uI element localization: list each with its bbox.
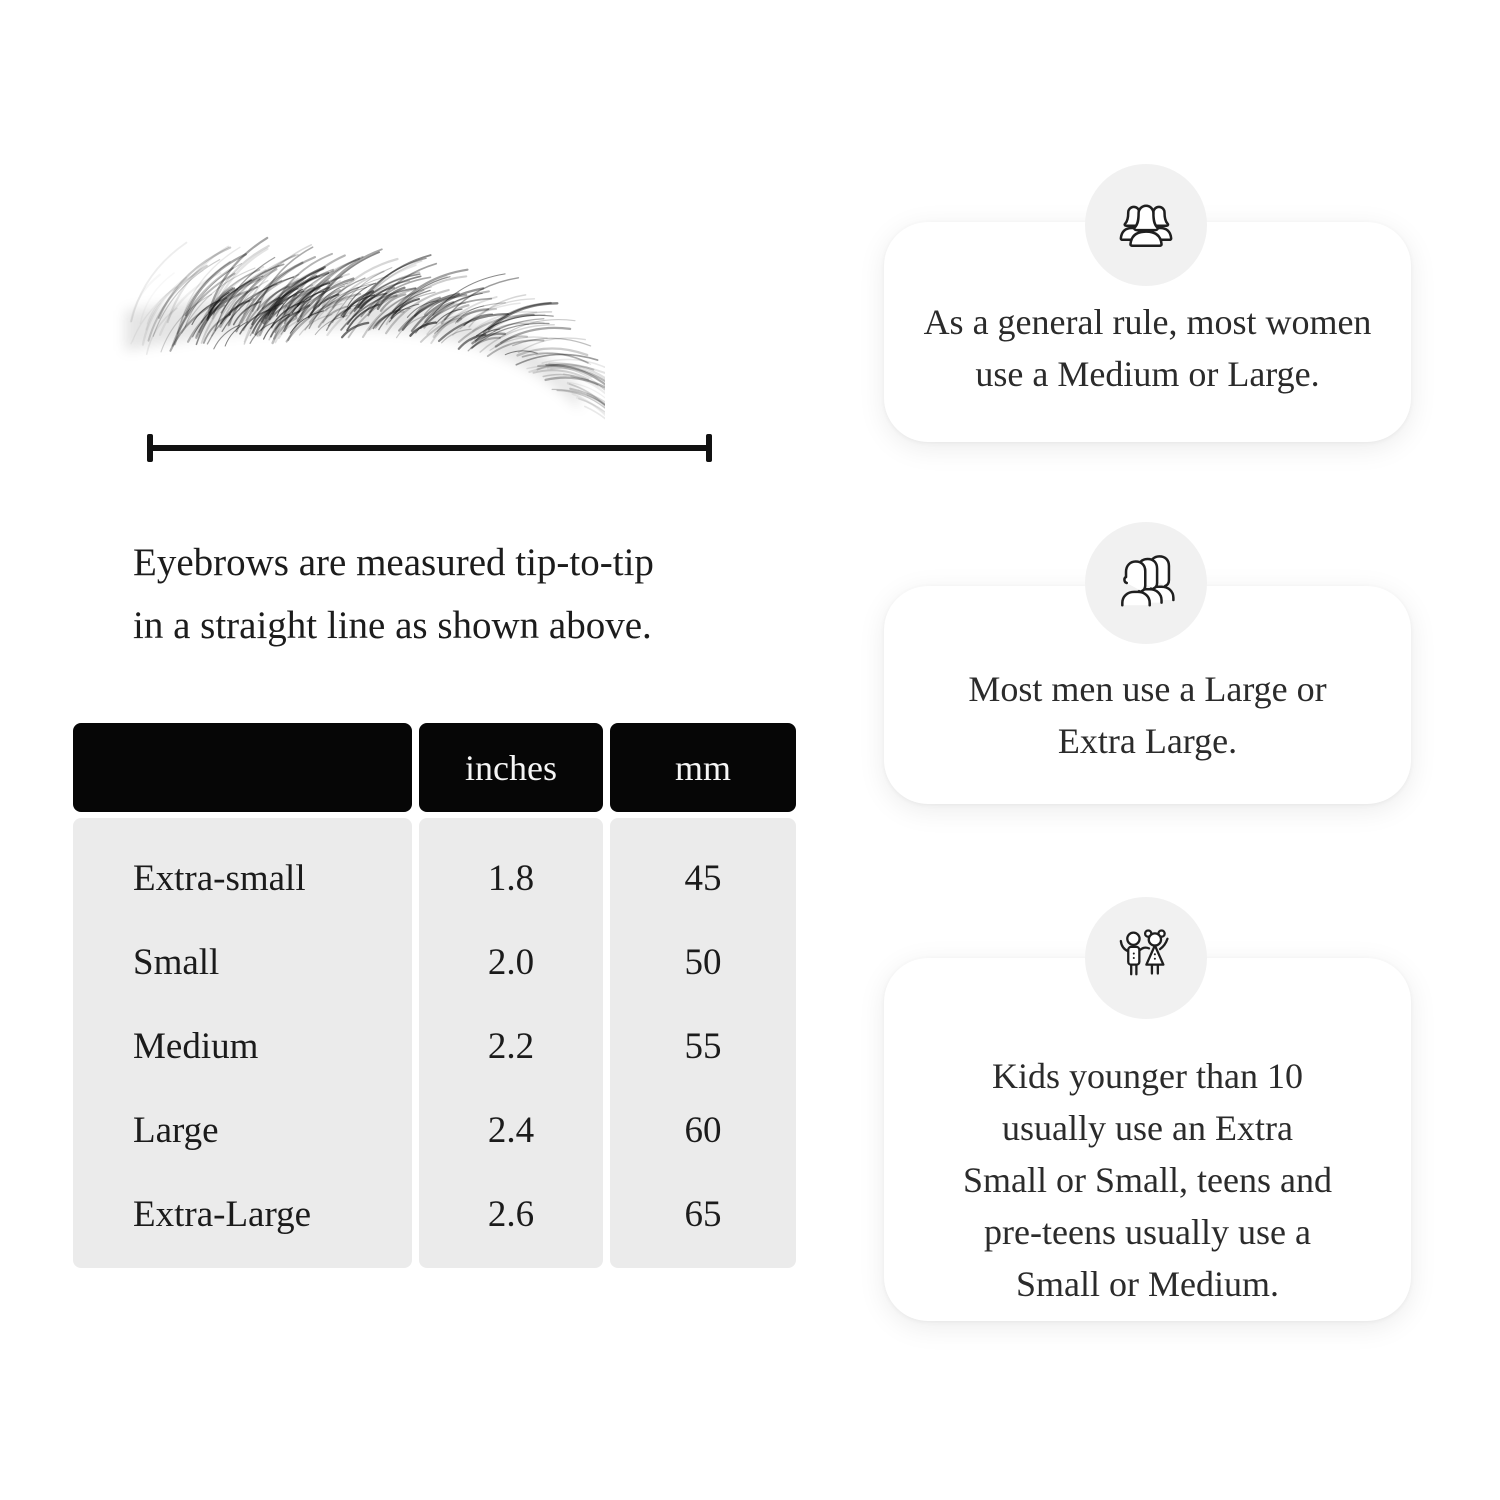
kids-icon: [1109, 921, 1183, 995]
table-cell-mm: 65: [684, 1193, 722, 1235]
measurement-line-right-cap: [706, 434, 712, 462]
text-line: As a general rule, most women: [923, 302, 1372, 342]
table-cell-inches: 2.0: [487, 941, 535, 983]
size-table-column-inches: [419, 818, 603, 1268]
size-table-header-inches: inches: [419, 723, 603, 812]
text-line: Extra Large.: [1057, 721, 1238, 761]
table-cell-mm: 60: [684, 1109, 722, 1151]
measurement-line-bar: [147, 445, 712, 451]
eyebrow-illustration: [95, 195, 605, 420]
table-cell-label: Small: [133, 941, 220, 983]
table-cell-inches: 2.6: [487, 1193, 535, 1235]
size-table-column-names: [73, 818, 412, 1268]
size-table-column-mm: [610, 818, 796, 1268]
card-men-text: [968, 663, 1326, 767]
table-cell-mm: 45: [684, 857, 722, 899]
text-line: pre-teens usually use a: [984, 1211, 1311, 1252]
text-line: Small or Medium.: [1015, 1263, 1279, 1304]
table-cell-inches: 1.8: [487, 857, 535, 899]
text-line: Kids younger than 10: [992, 1055, 1303, 1096]
women-group-icon: [1109, 188, 1183, 262]
text-line: Most men use a Large or: [968, 669, 1327, 709]
measurement-line: [147, 434, 712, 462]
text-line: Eyebrows are measured tip-to-tip: [133, 541, 654, 584]
figure-caption: [133, 531, 654, 657]
table-cell-label: Large: [133, 1109, 219, 1151]
table-cell-label: Extra-Large: [133, 1193, 312, 1235]
text-line: use a Medium or Large.: [975, 354, 1320, 394]
table-cell-label: Extra-small: [133, 857, 306, 899]
table-cell-mm: 55: [684, 1025, 722, 1067]
size-table-header-name: [73, 723, 412, 812]
card-kids-text: [963, 1050, 1332, 1310]
text-line: usually use an Extra: [1002, 1107, 1293, 1148]
table-cell-label: Medium: [133, 1025, 259, 1067]
men-icon-circle: [1085, 522, 1207, 644]
women-icon-circle: [1085, 164, 1207, 286]
table-cell-mm: 50: [684, 941, 722, 983]
kids-icon-circle: [1085, 897, 1207, 1019]
text-line: Small or Small, teens and: [963, 1159, 1332, 1200]
card-women-text: [924, 296, 1372, 400]
men-group-icon: [1109, 546, 1183, 620]
text-line: in a straight line as shown above.: [133, 604, 652, 647]
size-table-header-mm: mm: [610, 723, 796, 812]
table-cell-inches: 2.2: [487, 1025, 535, 1067]
table-cell-inches: 2.4: [487, 1109, 535, 1151]
